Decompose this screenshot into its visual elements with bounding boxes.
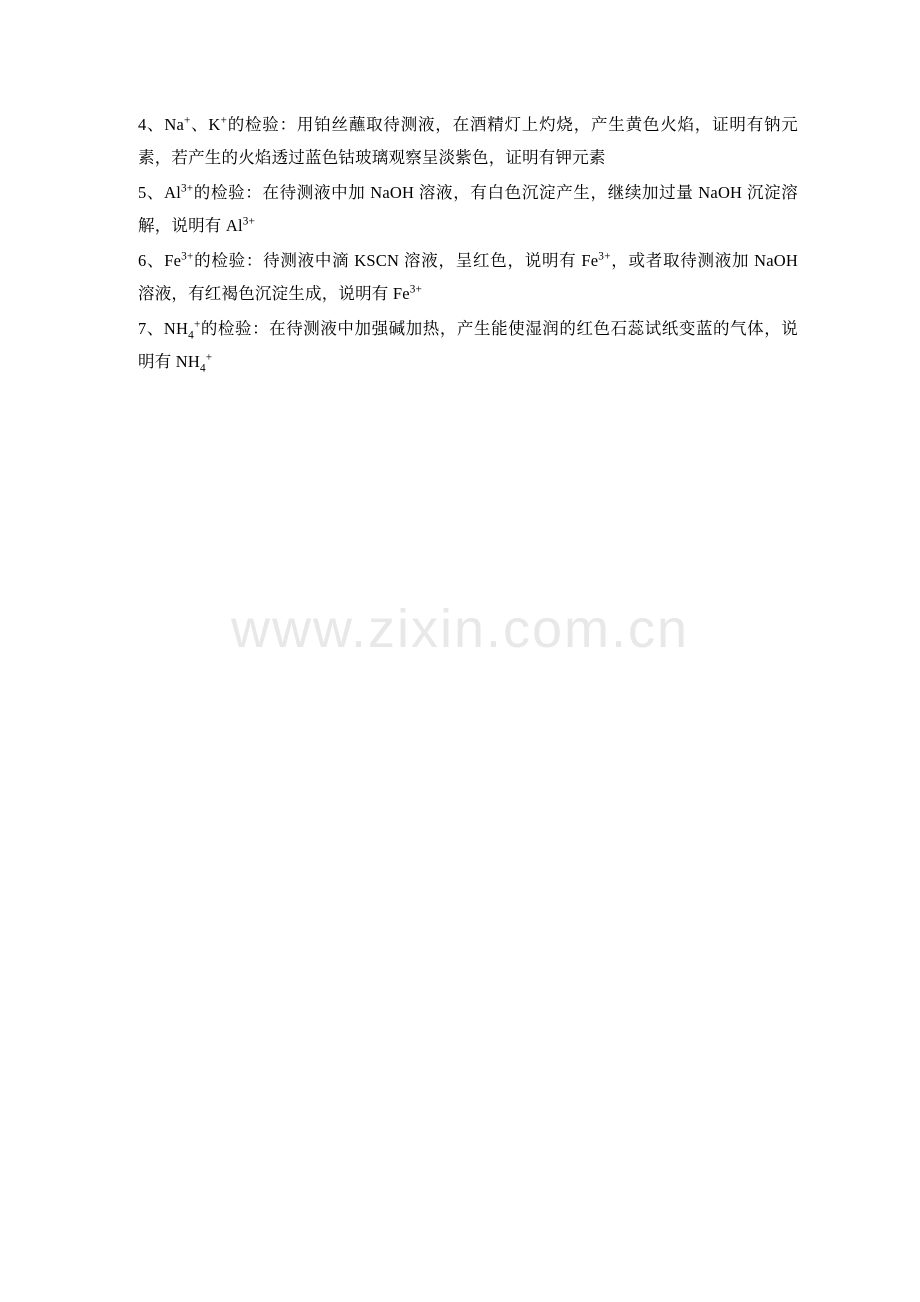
text-run: 的检验：在待测液中加强碱加热，产生能使湿润的红色石蕊试纸变蓝的气体，说明有 NH — [138, 319, 799, 371]
text-run: 3+ — [242, 215, 256, 228]
paragraph-item-7 — [138, 312, 798, 378]
text-run: 、K — [190, 115, 221, 134]
document-body — [138, 108, 798, 380]
text-run: 6、Fe — [138, 251, 182, 270]
text-run: + — [205, 351, 213, 364]
text-run: 4 — [188, 329, 194, 342]
text-run: 的检验：用铂丝蘸取待测液，在酒精灯上灼烧，产生黄色火焰，证明有钠元素，若产生的火焰透过蓝色钴玻璃观察呈淡紫色，证明有钾元素 — [138, 115, 798, 167]
text-run: + — [184, 114, 191, 127]
paragraph-item-5 — [138, 176, 798, 242]
text-run: 4、Na — [138, 115, 184, 134]
text-run: 4 — [199, 362, 206, 375]
text-run: 的检验：待测液中滴 KSCN 溶液，呈红色，说明有 Fe — [193, 251, 599, 270]
text-run: ，或者取待测液加 NaOH 溶液，有红褐色沉淀生成，说明有 Fe — [138, 251, 798, 303]
text-run: 5、Al — [138, 183, 181, 202]
text-run: 3+ — [180, 182, 194, 195]
text-run: 3+ — [598, 250, 611, 263]
text-run: + — [193, 318, 201, 331]
text-run: 3+ — [181, 250, 194, 263]
text-run: 的检验：在待测液中加 NaOH 溶液，有白色沉淀产生，继续加过量 NaOH 沉淀溶解，说明有 Al — [138, 183, 798, 235]
text-run: 3+ — [409, 283, 423, 296]
text-run: 7、NH — [138, 319, 189, 338]
paragraph-item-4 — [138, 108, 798, 174]
watermark: www.zixin.com.cn — [230, 599, 690, 659]
paragraph-item-6 — [138, 244, 798, 310]
text-run: + — [220, 114, 228, 127]
